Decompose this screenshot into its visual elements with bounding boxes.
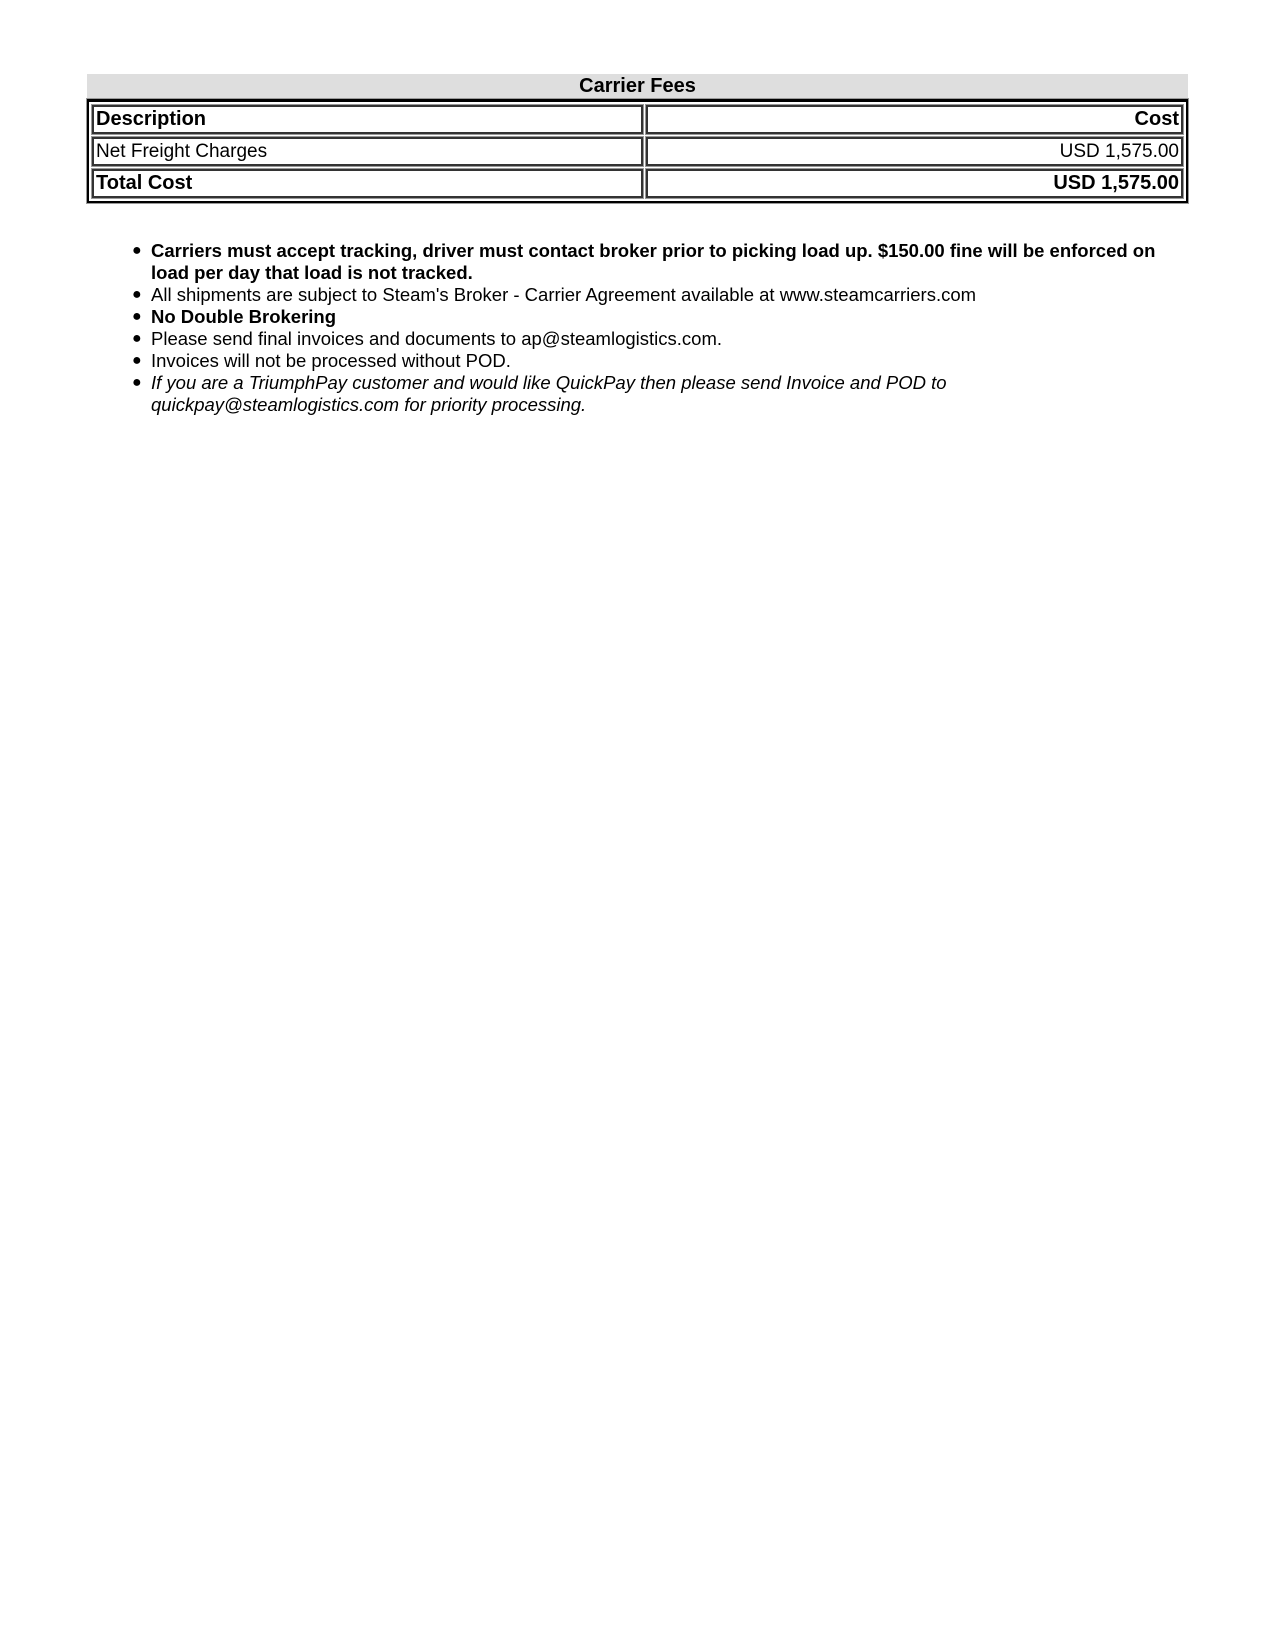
- bullet-icon: ●: [132, 330, 142, 347]
- bullet-icon: ●: [132, 374, 142, 391]
- carrier-fees-title: Carrier Fees: [87, 74, 1188, 99]
- total-label: Total Cost: [92, 169, 643, 198]
- fee-cost: USD 1,575.00: [646, 137, 1183, 166]
- list-item: [132, 372, 1172, 416]
- cost-header: Cost: [646, 105, 1183, 134]
- list-item: [132, 306, 1172, 328]
- note-text: Carriers must accept tracking, driver must contact broker prior to picking load up. $150.00 fine will be enforced on load per day that load is not tracked.: [151, 240, 1156, 283]
- fee-description: Net Freight Charges: [92, 137, 643, 166]
- description-header: Description: [92, 105, 643, 134]
- note-text: If you are a TriumphPay customer and would like QuickPay then please send Invoice and POD to quickpay@steamlogistics.com for priority processing.: [151, 372, 947, 415]
- note-text: No Double Brokering: [151, 306, 337, 327]
- list-item: [132, 284, 1172, 306]
- table-header-row: [92, 105, 1183, 134]
- bullet-icon: ●: [132, 352, 142, 369]
- total-cost: USD 1,575.00: [646, 169, 1183, 198]
- note-text: Please send final invoices and documents to ap@steamlogistics.com.: [151, 328, 722, 349]
- carrier-fees-section: [87, 74, 1188, 203]
- notes-list: [132, 240, 1172, 416]
- list-item: [132, 350, 1172, 372]
- table-row: [92, 137, 1183, 166]
- list-item: [132, 328, 1172, 350]
- bullet-icon: ●: [132, 286, 142, 303]
- bullet-icon: ●: [132, 308, 142, 325]
- total-row: [92, 169, 1183, 198]
- note-text: All shipments are subject to Steam's Broker - Carrier Agreement available at www.steamcarriers.com: [151, 284, 977, 305]
- note-text: Invoices will not be processed without POD.: [151, 350, 511, 371]
- carrier-fees-table: [87, 99, 1188, 203]
- bullet-icon: ●: [132, 242, 142, 259]
- list-item: [132, 240, 1172, 284]
